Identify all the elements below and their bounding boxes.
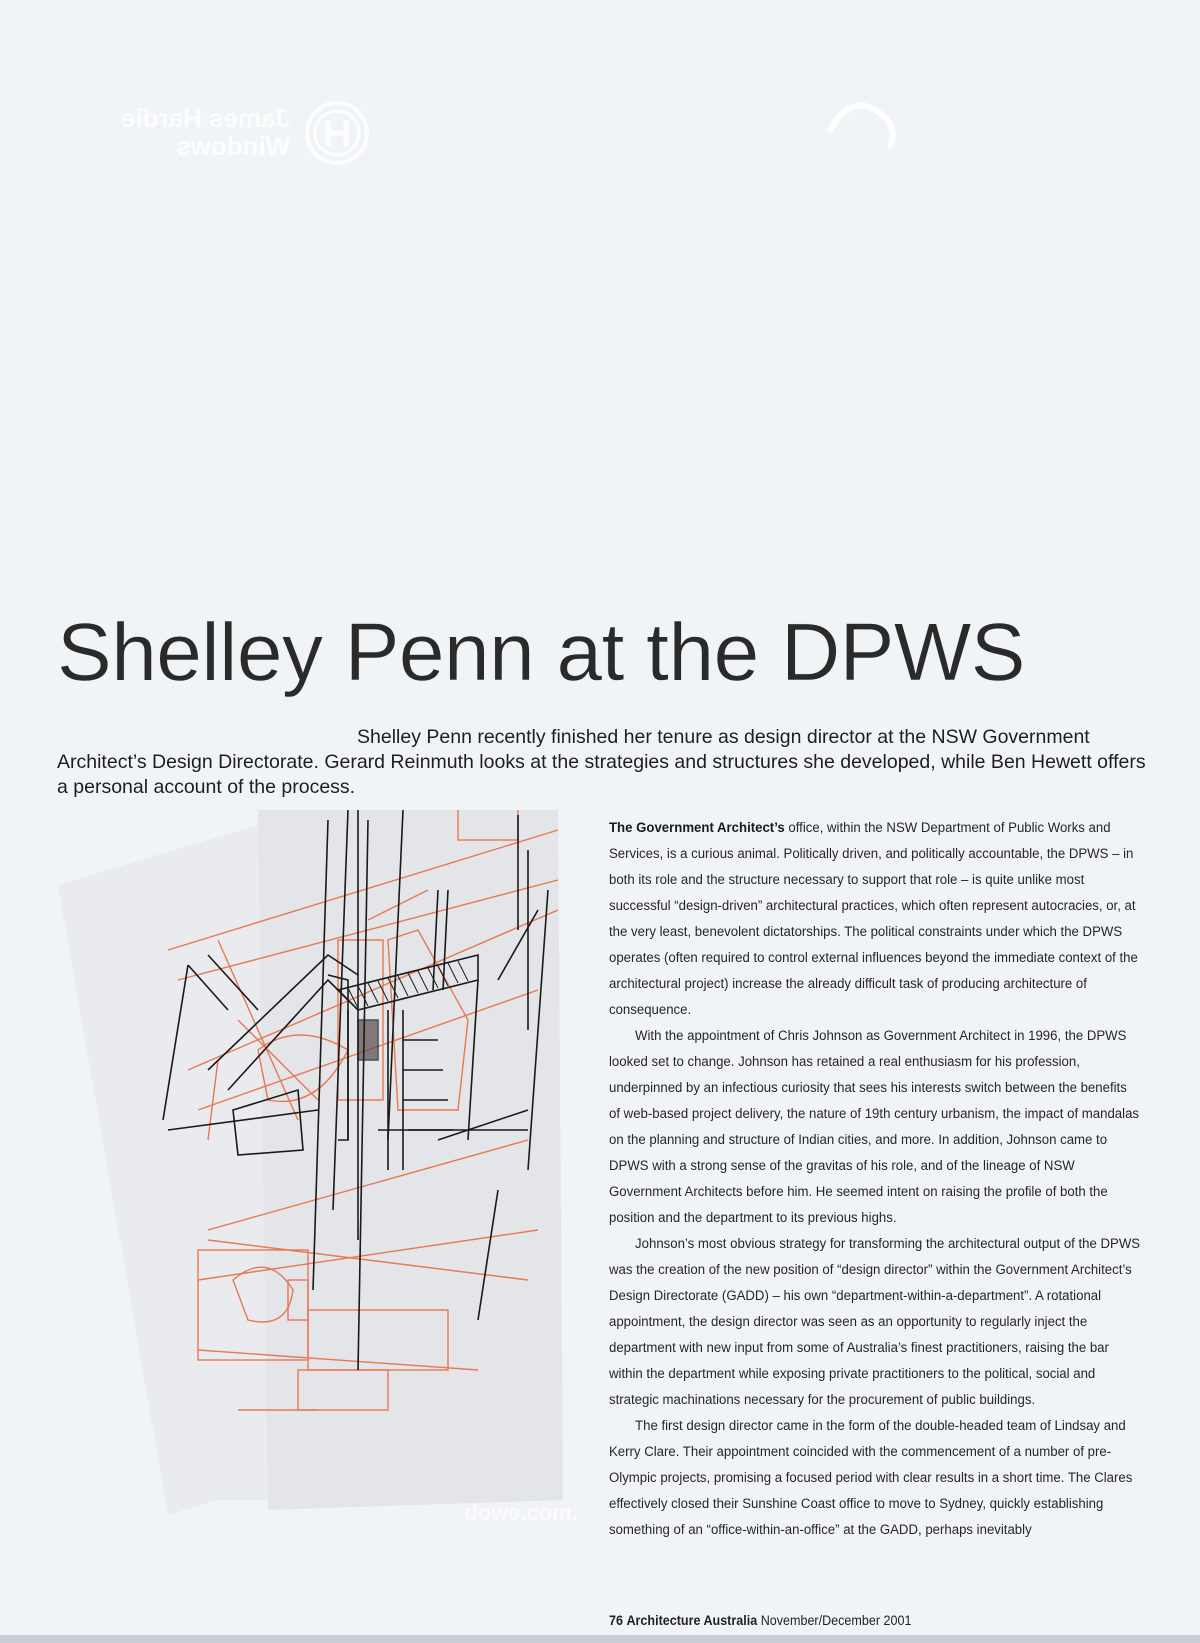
watermark-line-2: Windows (176, 131, 290, 161)
article-standfirst: Shelley Penn recently finished her tenure as design director at the NSW Government Architect’s Design Directorate. Gerard Reinmuth looks at the strategies and structures she developed, while Ben Hewett offers a personal account of the process. (57, 726, 1146, 798)
body-paragraph-1-text: office, within the NSW Department of Public Works and Services, is a curious animal. Politically driven, and politically accountable, the DPWS – in both its role and the structure necessary to support that role – is quite unlike most successful “design-driven” architectural practices, which often represent autocracies, or, at the very least, benevolent dictatorships. The political constraints under which the DPWS operates (often required to control external influences beyond the immediate context of the architectural project) increase the already difficult task of producing architecture of consequence. (609, 820, 1138, 1018)
page-footer (609, 1613, 911, 1628)
body-paragraph-3: Johnson’s most obvious strategy for transforming the architectural output of the DPWS was the creation of the new position of “design director” within the Government Architect’s Design Directorate (GADD) – his own “department-within-a-department”. A rotational appointment, the design director was seen as an opportunity to regularly inject the department with new input from some of Australia’s finest practitioners, raising the bar within the department while exposing private practitioners to the political, social and strategic machinations necessary for the procurement of public buildings. (609, 1236, 1141, 1408)
article-title: Shelley Penn at the DPWS (57, 607, 1025, 698)
body-paragraph-2: With the appointment of Chris Johnson as Government Architect in 1996, the DPWS looked set to change. Johnson has retained a real enthusiasm for his profession, underpinned by an infectious curiosity that sees his interests switch between the benefits of web-based project delivery, the nature of 19th century urbanism, the impact of mandalas on the planning and structure of Indian cities, and more. In addition, Johnson came to DPWS with a strong sense of the gravitas of his role, and of the lineage of NSW Government Architects before him. He seemed intent on raising the profile of both the position and the department to its previous highs. (609, 1028, 1140, 1226)
magazine-name: Architecture Australia (626, 1613, 758, 1628)
issue-date: November/December 2001 (760, 1613, 912, 1628)
watermark-fragment-icon (820, 90, 910, 150)
sketch-watermark-text: .moɔ.ewob (464, 1500, 578, 1525)
page-edge (0, 1635, 1200, 1643)
jh-logo-icon (302, 98, 372, 168)
watermark-text (121, 104, 290, 160)
lead-in: The Government Architect’s (609, 820, 785, 836)
body-paragraph-4: The first design director came in the form of the double-headed team of Lindsay and Kerry Clare. Their appointment coincided with the commencement of a number of pre-Olympic projects, promising a focused period with clear results in a short time. The Clares effectively closed their Sunshine Coast office to move to Sydney, quickly establishing something of an “office-within-an-office” at the GADD, perhaps inevitably (609, 1418, 1133, 1538)
article-body (609, 815, 1141, 1543)
body-paragraph-1 (609, 815, 1141, 1023)
page-number: 76 (609, 1613, 623, 1628)
architectural-sketch (58, 810, 588, 1540)
watermark-logo (60, 92, 380, 182)
watermark-line-1: James Hardie (120, 103, 290, 133)
